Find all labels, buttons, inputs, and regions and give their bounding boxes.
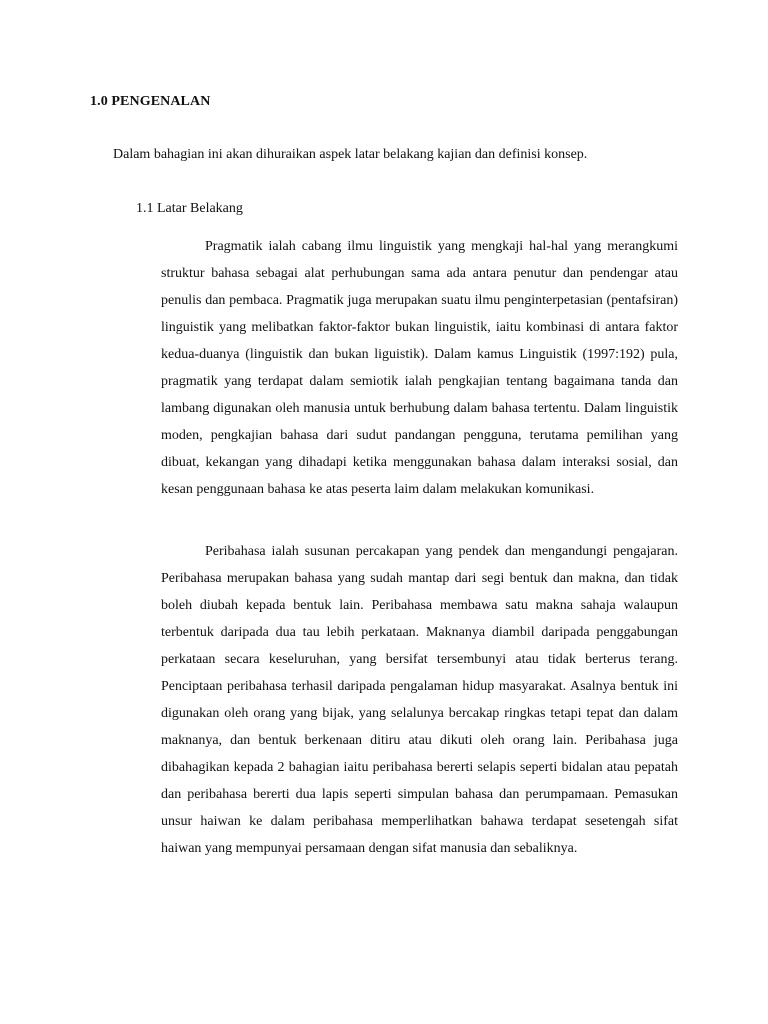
paragraph-peribahasa: Peribahasa ialah susunan percakapan yang pendek dan mengandungi pengajaran. Peribahasa merupakan bahasa yang sudah mantap dari segi bentuk dan makna, dan tidak boleh diubah kepada bentuk lain. Peribahasa membawa satu makna sahaja walaupun terbentuk daripada dua tau lebih perkataan. Maknanya diambil daripada penggabungan perkataan secara keseluruhan, yang bersifat tersembunyi atau tidak berterus terang. Penciptaan peribahasa terhasil daripada pengalaman hidup masyarakat. Asalnya bentuk ini digunakan oleh orang yang bijak, yang selalunya bercakap ringkas tetapi tepat dan dalam maknanya, dan bentuk berkenaan ditiru atau dikuti oleh orang lain. Peribahasa juga dibahagikan kepada 2 bahagian iaitu peribahasa bererti selapis seperti bidalan atau pepatah dan peribahasa bererti dua lapis seperti simpulan bahasa dan perumpamaan. Pemasukan unsur haiwan ke dalam peribahasa memperlihatkan bahawa terdapat sesetengah sifat haiwan yang mempunyai persamaan dengan sifat manusia dan sebaliknya. (161, 544, 678, 856)
chapter-heading: 1.0 PENGENALAN (90, 94, 211, 109)
paragraph-pragmatik: Pragmatik ialah cabang ilmu linguistik yang mengkaji hal-hal yang merangkumi struktur bahasa sebagai alat perhubungan sama ada antara penutur dan pendengar atau penulis dan pembaca. Pragmatik juga merupakan suatu ilmu penginterpetasian (pentafsiran) linguistik yang melibatkan faktor-faktor bukan linguistik, iaitu kombinasi di antara faktor kedua-duanya (linguistik dan bukan liguistik). Dalam kamus Linguistik (1997:192) pula, pragmatik yang terdapat dalam semiotik ialah pengkajian tentang bagaimana tanda dan lambang digunakan oleh manusia untuk berhubung dalam bahasa tertentu. Dalam linguistik moden, pengkajian bahasa dari sudut pandangan pengguna, terutama pemilihan yang dibuat, kekangan yang dihadapi ketika menggunakan bahasa dalam interaksi sosial, dan kesan penggunaan bahasa ke atas peserta laim dalam melakukan komunikasi. (161, 239, 678, 497)
intro-sentence: Dalam bahagian ini akan dihuraikan aspek latar belakang kajian dan definisi konsep. (113, 147, 588, 162)
section-heading: 1.1 Latar Belakang (136, 201, 243, 216)
